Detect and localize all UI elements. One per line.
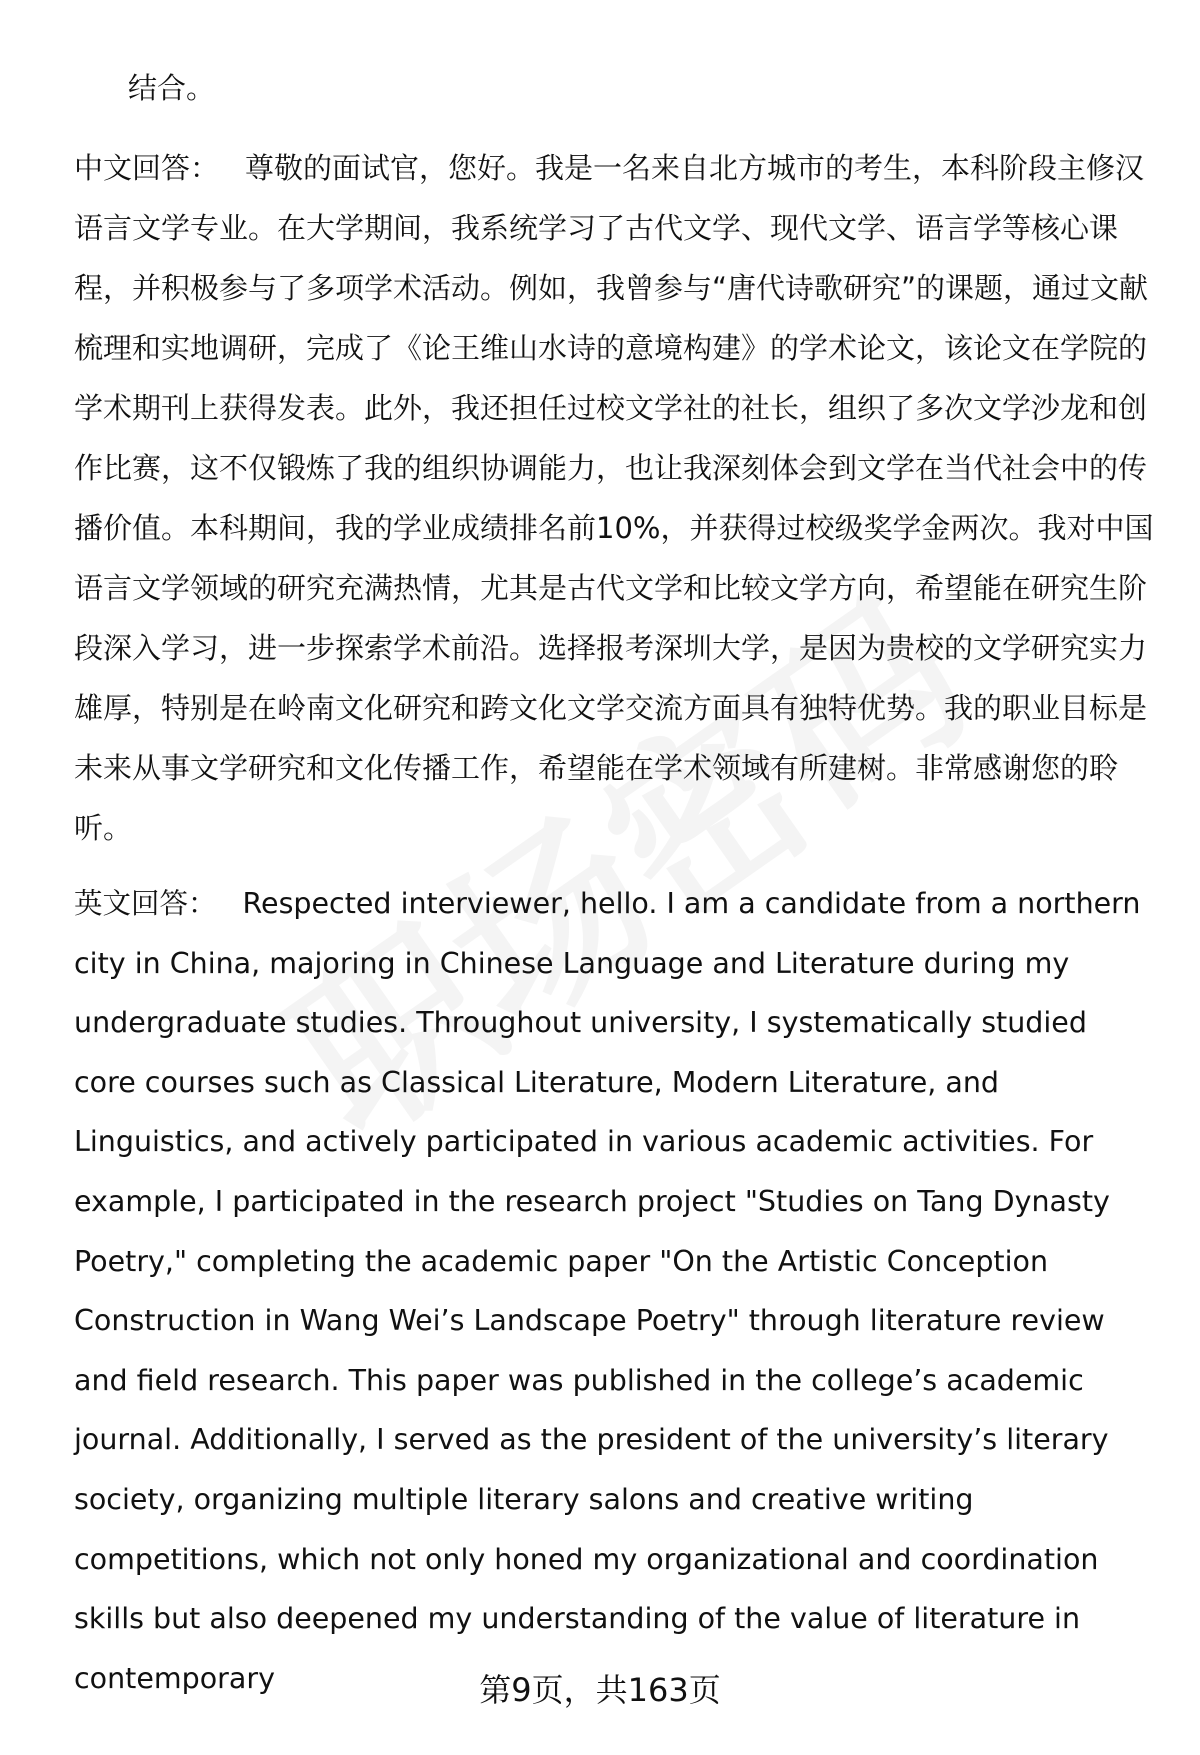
continuation-line: 结合。 — [128, 71, 216, 105]
chinese-answer-text: 尊敬的面试官，您好。我是一名来自北方城市的考生，本科阶段主修汉语言文学专业。在大学期间，我系统学习了古代文学、现代文学、语言学等核心课程，并积极参与了多项学术活动。例如，我曾参与“唐代诗歌研究”的课题，通过文献梳理和实地调研，完成了《论王维山水诗的意境构建》的学术论文，该论文在学院的学术期刊上获得发表。此外，我还担任过校文学社的社长，组织了多次文学沙龙和创作比赛，这不仅锻炼了我的组织协调能力，也让我深刻体会到文学在当代社会中的传播价值。本科期间，我的学业成绩排名前10%，并获得过校级奖学金两次。我对中国语言文学领域的研究充满热情，尤其是古代文学和比较文学方向，希望能在研究生阶段深入学习，进一步探索学术前沿。选择报考深圳大学，是因为贵校的文学研究实力雄厚，特别是在岭南文化研究和跨文化文学交流方面具有独特优势。我的职业目标是未来从事文学研究和文化传播工作，希望能在学术领域有所建树。非常感谢您的聆听。 — [74, 151, 1154, 845]
chinese-answer-paragraph — [74, 138, 1156, 858]
page-number: 第9页，共163页 — [479, 1671, 721, 1709]
english-answer-text: Respected interviewer, hello. I am a candidate from a northern city in China, majoring in Chinese Language and Literature during my undergraduate studies. Throughout university, I systematically studied core courses such as Classical Literature, Modern Literature, and Linguistics, and actively participated in various academic activities. For example, I participated in the research project "Studies on Tang Dynasty Poetry," completing the academic paper "On the Artistic Conception Construction in Wang Wei’s Landscape Poetry" through literature review and field research. This paper was published in the college’s academic journal. Additionally, I served as the president of the university’s literary society, organizing multiple literary salons and creative writing competitions, which not only honed my organizational and coordination skills but also deepened my understanding of the value of literature in contemporary — [74, 887, 1141, 1695]
english-answer-paragraph — [74, 874, 1156, 1708]
chinese-answer-label: 中文回答： — [74, 151, 220, 185]
english-answer-label: 英文回答： — [74, 887, 217, 920]
page-content — [74, 58, 1156, 1724]
